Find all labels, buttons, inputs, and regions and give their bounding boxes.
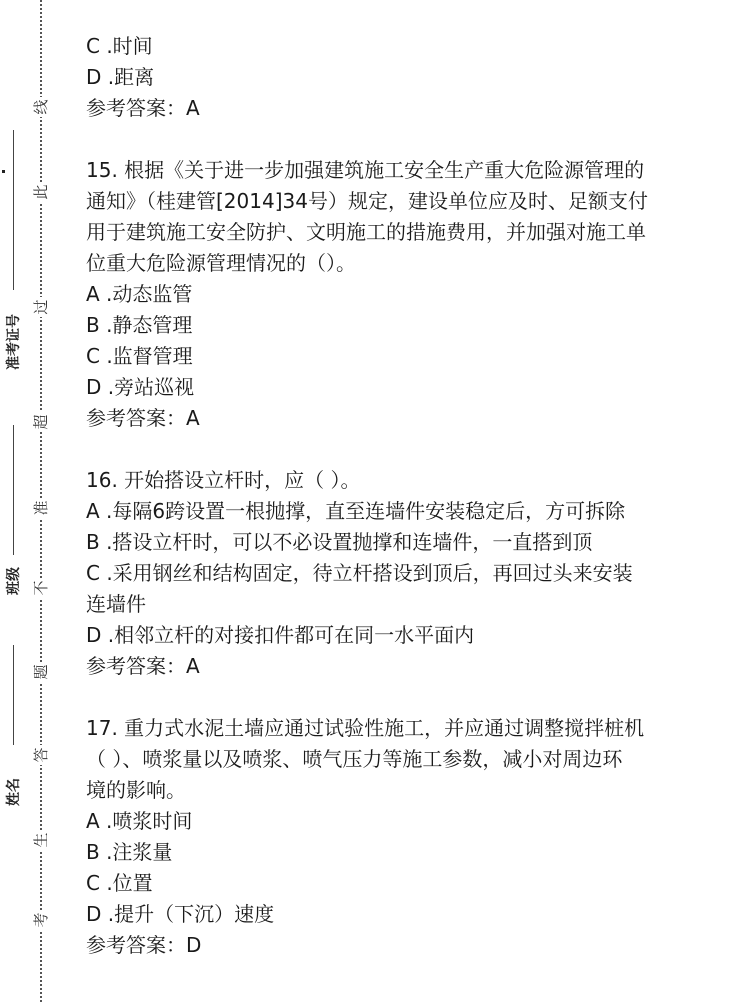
class-label: 班级 [6, 567, 22, 595]
option-c: C .采用钢丝和结构固定，待立杆搭设到顶后，再回过头来安装 [86, 561, 633, 585]
option-a: A .每隔6跨设置一根抛撑，直至连墙件安装稳定后，方可拆除 [86, 499, 626, 523]
margin-char: 考 [31, 910, 51, 930]
margin-char: 答 [31, 745, 51, 765]
option-a: A .动态监管 [86, 282, 193, 306]
margin-char: 线 [31, 97, 51, 117]
binding-margin [0, 0, 70, 1002]
answer-line: 参考答案：D [86, 933, 202, 957]
margin-char: 生 [31, 830, 51, 850]
margin-char: 题 [31, 662, 51, 682]
option-d: D .提升（下沉）速度 [86, 902, 275, 926]
answer-line: 参考答案：A [86, 654, 200, 678]
margin-char: 此 [31, 182, 51, 202]
option-b: B .静态管理 [86, 313, 193, 337]
question-text: 16. 开始搭设立杆时，应（ ）。 [86, 468, 361, 492]
question-text: 境的影响。 [86, 778, 186, 802]
margin-mark [2, 170, 5, 173]
exam-number-label: 准考证号 [6, 314, 22, 370]
question-sheet [86, 31, 726, 961]
question-15 [86, 155, 726, 434]
margin-char: 不 [31, 578, 51, 598]
name-line [13, 645, 14, 745]
option-c: C .位置 [86, 871, 153, 895]
question-text: 用于建筑施工安全防护、文明施工的措施费用，并加强对施工单 [86, 220, 646, 244]
option-a: A .喷浆时间 [86, 809, 193, 833]
question-17 [86, 713, 726, 961]
exam-number-line [13, 130, 14, 290]
question-text: 17. 重力式水泥土墙应通过试验性施工，并应通过调整搅拌桩机 [86, 716, 645, 740]
name-label: 姓名 [6, 778, 22, 806]
question-16 [86, 465, 726, 682]
option-b: B .搭设立杆时，可以不必设置抛撑和连墙件，一直搭到顶 [86, 530, 593, 554]
question-text: （ ）、喷浆量以及喷浆、喷气压力等施工参数，减小对周边环 [86, 747, 623, 771]
option-d: D .相邻立杆的对接扣件都可在同一水平面内 [86, 623, 475, 647]
margin-char: 超 [31, 412, 51, 432]
question-text: 通知》（桂建管[2014]34号）规定，建设单位应及时、足额支付 [86, 189, 648, 213]
option-d: D .距离 [86, 65, 155, 89]
margin-char: 准 [31, 498, 51, 518]
class-line [13, 425, 14, 555]
previous-question-tail [86, 31, 726, 124]
option-c-continued: 连墙件 [86, 592, 146, 616]
question-text: 位重大危险源管理情况的（）。 [86, 251, 356, 275]
margin-char: 过 [31, 297, 51, 317]
option-c: C .时间 [86, 34, 153, 58]
question-text: 15. 根据《关于进一步加强建筑施工安全生产重大危险源管理的 [86, 158, 645, 182]
answer-line: 参考答案：A [86, 96, 200, 120]
option-b: B .注浆量 [86, 840, 173, 864]
option-c: C .监督管理 [86, 344, 193, 368]
answer-line: 参考答案：A [86, 406, 200, 430]
option-d: D .旁站巡视 [86, 375, 195, 399]
